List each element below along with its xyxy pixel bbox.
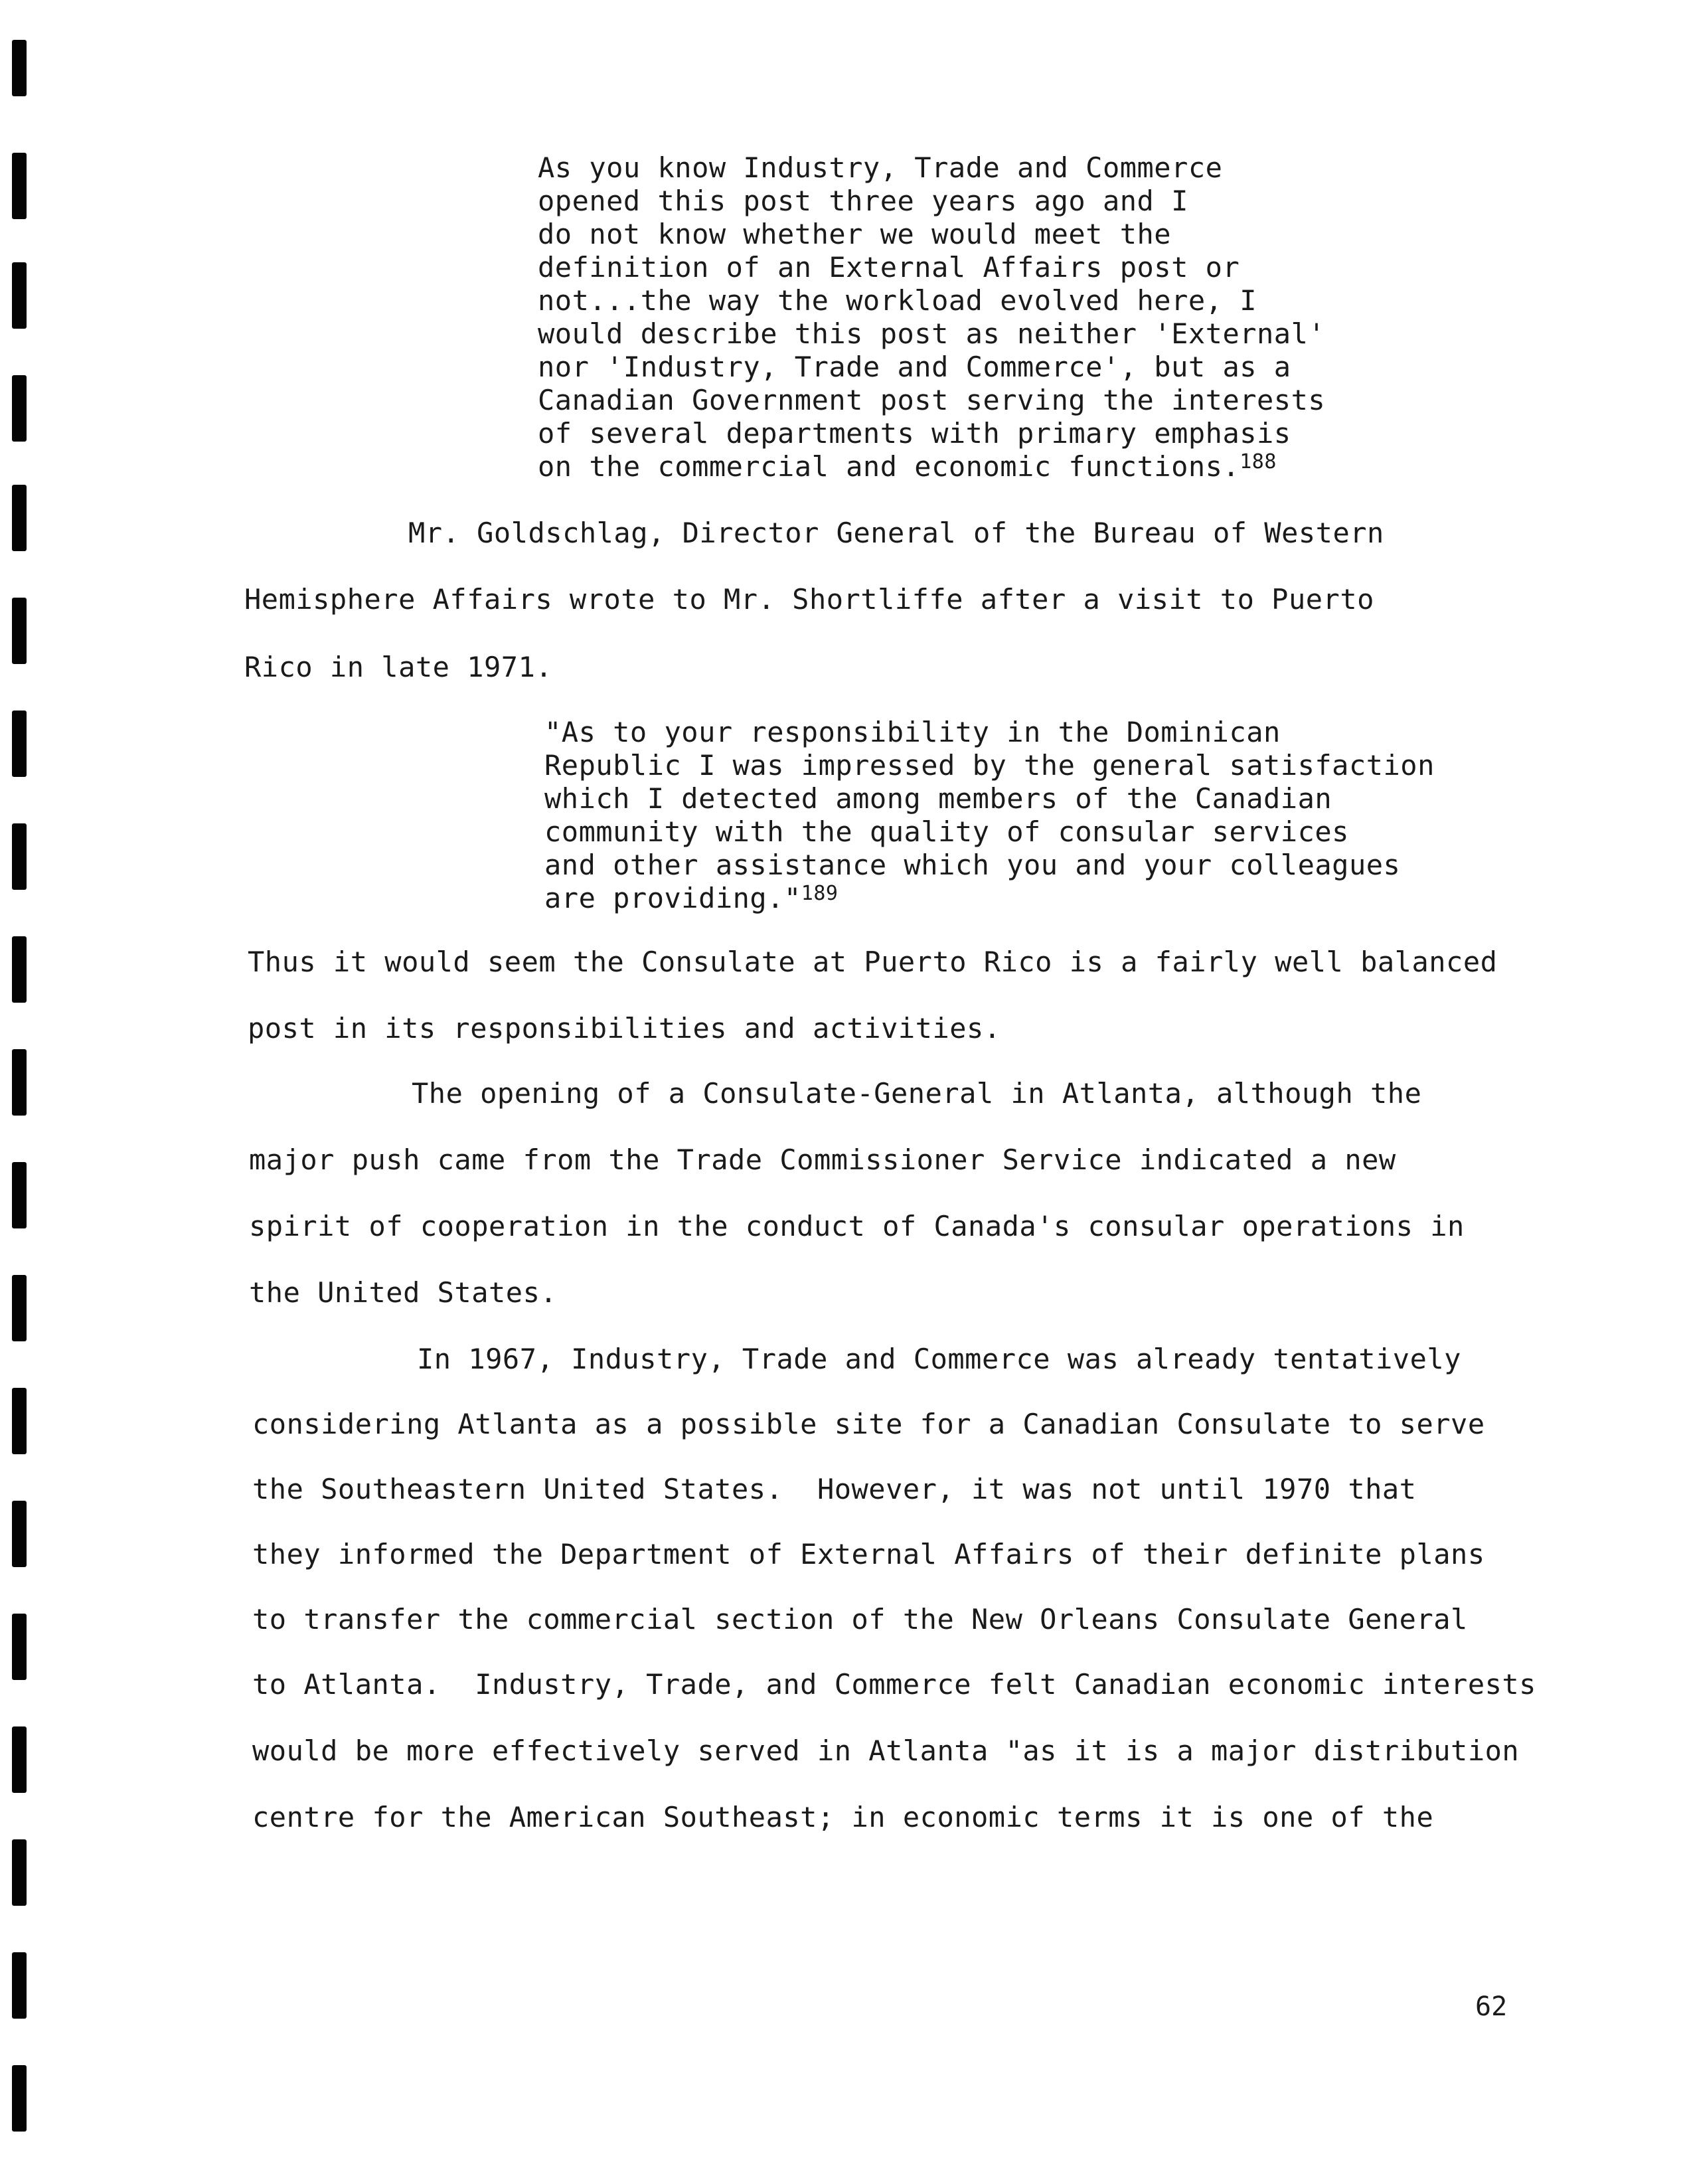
paragraph-4-line: the Southeastern United States. However, it was not until 1970 that — [252, 1473, 1417, 1505]
block-quote-2-last-text: are providing." — [544, 882, 801, 914]
scan-edge-mark — [12, 1162, 27, 1228]
block-quote-1-last-text: on the commercial and economic functions. — [538, 450, 1240, 483]
scan-edge-mark — [12, 1501, 27, 1567]
block-quote-2-line: Republic I was impressed by the general satisfaction — [544, 749, 1435, 782]
paragraph-3-line: spirit of cooperation in the conduct of Canada's consular operations in — [249, 1210, 1465, 1242]
scan-edge-mark — [12, 2065, 27, 2132]
scan-edge-mark — [12, 153, 27, 219]
scan-edge-mark — [12, 1049, 27, 1116]
paragraph-3-line: the United States. — [249, 1276, 558, 1309]
block-quote-2-line — [544, 882, 838, 915]
scan-edge-mark — [12, 485, 27, 551]
paragraph-3-line: The opening of a Consulate-General in Atlanta, although the — [412, 1077, 1422, 1110]
block-quote-1-line: of several departments with primary emphasis — [538, 417, 1291, 450]
block-quote-1-line: definition of an External Affairs post or — [538, 251, 1240, 284]
paragraph-4-line: to transfer the commercial section of the New Orleans Consulate General — [252, 1603, 1468, 1636]
paragraph-1-line: Rico in late 1971. — [244, 651, 553, 683]
scan-edge-mark — [12, 1614, 27, 1680]
block-quote-1-line: nor 'Industry, Trade and Commerce', but as a — [538, 351, 1291, 383]
scan-edge-mark — [12, 1275, 27, 1341]
scan-edge-mark — [12, 598, 27, 664]
paragraph-4-line: In 1967, Industry, Trade and Commerce was already tentatively — [417, 1343, 1461, 1375]
scan-edge-mark — [12, 1388, 27, 1454]
block-quote-1-line: opened this post three years ago and I — [538, 185, 1188, 217]
scan-edge-marks — [0, 0, 53, 2184]
paragraph-4-line: to Atlanta. Industry, Trade, and Commerce felt Canadian economic interests — [252, 1668, 1536, 1701]
paragraph-3-line: major push came from the Trade Commissioner Service indicated a new — [249, 1143, 1396, 1176]
paragraph-2-line: Thus it would seem the Consulate at Puerto Rico is a fairly well balanced — [248, 946, 1498, 978]
block-quote-1-line: As you know Industry, Trade and Commerce — [538, 151, 1223, 184]
block-quote-1-line: Canadian Government post serving the interests — [538, 384, 1326, 416]
paragraph-4-line: would be more effectively served in Atlanta "as it is a major distribution — [252, 1734, 1520, 1767]
scan-edge-mark — [12, 40, 27, 96]
scan-edge-mark — [12, 823, 27, 890]
scan-edge-mark — [12, 1952, 27, 2019]
paragraph-4-line: centre for the American Southeast; in economic terms it is one of the — [252, 1801, 1434, 1833]
block-quote-1-line: not...the way the workload evolved here, I — [538, 284, 1257, 317]
scan-edge-mark — [12, 262, 27, 329]
page-number: 62 — [1475, 1991, 1508, 2022]
footnote-ref-189: 189 — [801, 882, 839, 905]
paragraph-1-line: Mr. Goldschlag, Director General of the Bureau of Western — [408, 517, 1384, 549]
paragraph-1-line: Hemisphere Affairs wrote to Mr. Shortliffe after a visit to Puerto — [244, 583, 1374, 616]
block-quote-1-line — [538, 450, 1277, 483]
block-quote-2-line: and other assistance which you and your colleagues — [544, 849, 1401, 881]
block-quote-1-line: would describe this post as neither 'External' — [538, 317, 1326, 350]
footnote-ref-188: 188 — [1240, 450, 1277, 473]
block-quote-2-line: community with the quality of consular services — [544, 815, 1349, 848]
scan-edge-mark — [12, 936, 27, 1003]
scan-edge-mark — [12, 711, 27, 777]
scan-edge-mark — [12, 1726, 27, 1793]
block-quote-1-line: do not know whether we would meet the — [538, 218, 1172, 250]
paragraph-2-line: post in its responsibilities and activities. — [248, 1012, 1001, 1045]
paragraph-4-line: they informed the Department of External Affairs of their definite plans — [252, 1538, 1485, 1570]
block-quote-2-line: which I detected among members of the Canadian — [544, 782, 1332, 815]
block-quote-2-line: "As to your responsibility in the Dominican — [544, 716, 1281, 748]
scan-edge-mark — [12, 375, 27, 442]
scan-edge-mark — [12, 1839, 27, 1906]
paragraph-4-line: considering Atlanta as a possible site for a Canadian Consulate to serve — [252, 1408, 1485, 1440]
